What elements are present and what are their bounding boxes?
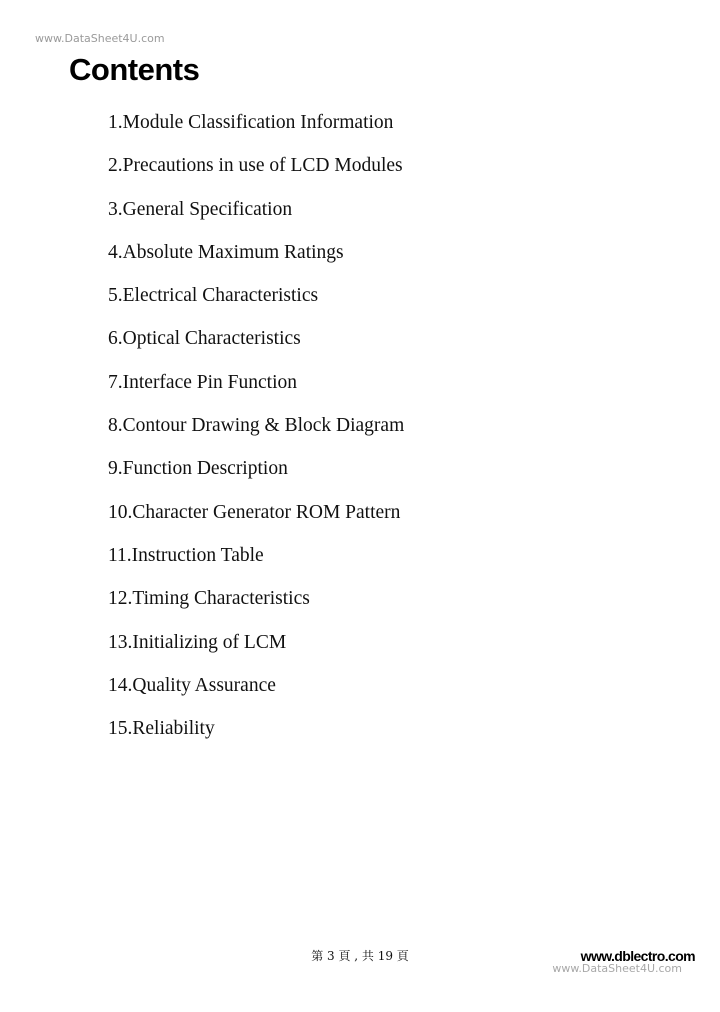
toc-item: 8.Contour Drawing & Block Diagram [108,415,405,437]
footer-brand: www.dblectro.com [580,948,695,964]
toc-item: 5.Electrical Characteristics [108,285,319,307]
toc-item: 4.Absolute Maximum Ratings [108,241,344,263]
watermark-bottom: www.DataSheet4U.com [552,962,682,975]
toc-item: 15.Reliability [108,718,215,740]
toc-item: 12.Timing Characteristics [108,588,310,610]
toc-item: 11.Instruction Table [108,544,264,566]
toc-item: 14.Quality Assurance [108,674,276,696]
toc-item: 3.General Specification [108,198,293,220]
table-of-contents [108,111,404,760]
page-number: 第 3 頁 , 共 19 頁 [311,949,409,963]
toc-item: 1.Module Classification Information [108,112,394,133]
toc-item: 9.Function Description [108,458,288,480]
toc-item: 13.Initializing of LCM [108,631,287,653]
toc-item: 7.Interface Pin Function [108,371,297,393]
toc-item: 6.Optical Characteristics [108,328,301,350]
watermark-top: www.DataSheet4U.com [35,32,165,45]
toc-item: 2.Precautions in use of LCD Modules [108,155,403,177]
toc-item: 10.Character Generator ROM Pattern [108,501,401,523]
page-title: Contents [69,52,200,87]
